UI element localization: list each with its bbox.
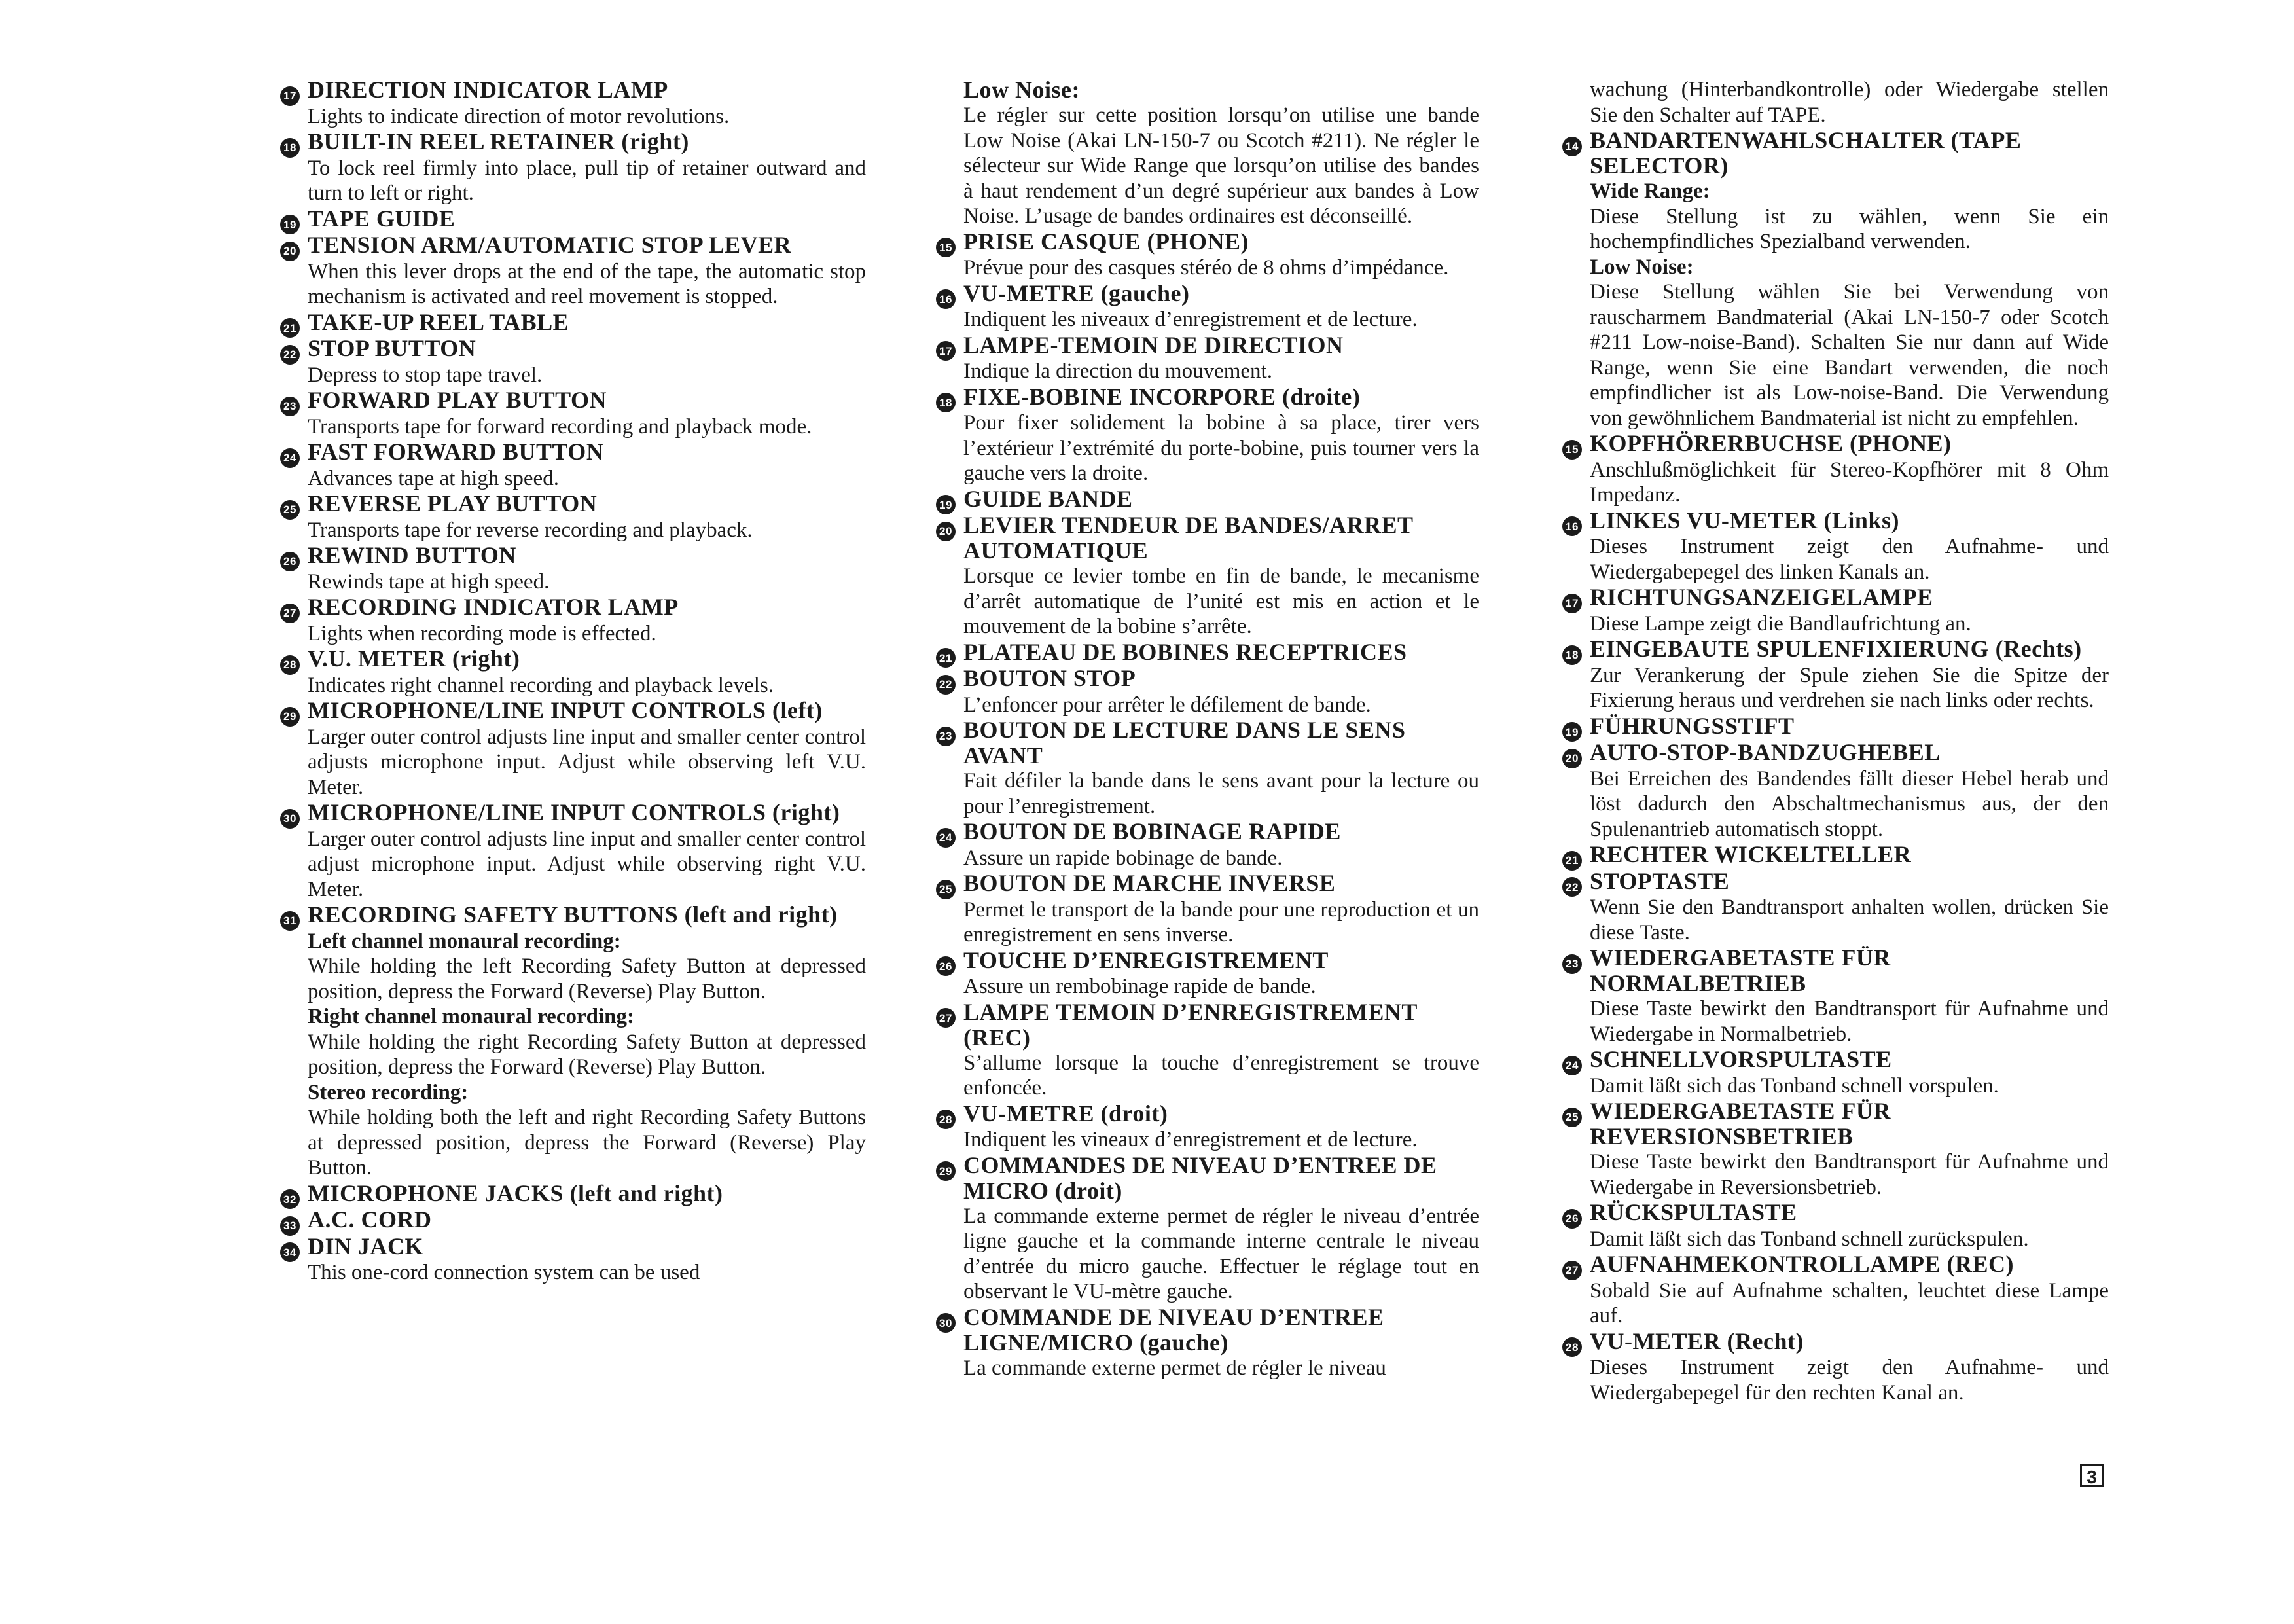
list-item (280, 800, 866, 902)
item-heading (280, 206, 866, 233)
item-number-badge: 29 (936, 1161, 956, 1181)
item-description: Depress to stop tape travel. (308, 363, 543, 387)
item-number-badge: 33 (280, 1216, 300, 1236)
item-description: Lorsque ce levier tombe en fin de bande, le mecanisme d’arrêt automatique de l’unité est mis en action et le mouvement de la bobine s’arrête. (963, 564, 1479, 638)
sub-description: While holding both the left and right Recording Safety Buttons at depressed position, depress the Forward (Reverse) Play Button. (308, 1106, 866, 1180)
item-description: Lights when recording mode is effected. (308, 621, 656, 645)
item-heading (936, 871, 1479, 897)
item-title: BUILT-IN REEL RETAINER (right) (308, 128, 689, 154)
item-number-badge: 19 (1562, 722, 1582, 742)
item-number-badge: 24 (1562, 1056, 1582, 1075)
item-title: TOUCHE D’ENREGISTREMENT (963, 947, 1329, 973)
list-item (1562, 77, 2109, 128)
item-description: Diese Taste bewirkt den Bandtransport für Aufnahme und Wiedergabe in Reversionsbetrieb. (1590, 1150, 2109, 1199)
item-description: Zur Verankerung der Spule ziehen Sie die Spitze der Fixierung heraus und verdrehen sie nach links oder rechts. (1590, 663, 2109, 712)
item-number-badge: 25 (1562, 1108, 1582, 1127)
item-number-badge: 28 (936, 1110, 956, 1129)
item-title: COMMANDE DE NIVEAU D’ENTREE LIGNE/MICRO (gauche) (963, 1303, 1384, 1356)
item-title: COMMANDES DE NIVEAU D’ENTREE DE MICRO (droit) (963, 1151, 1437, 1204)
item-title: VU-METRE (droit) (963, 1100, 1168, 1127)
item-description: Bei Erreichen des Bandendes fällt dieser Hebel herab und löst dadurch den Abschaltmechanismus aus, der den Spulenantrieb automatisch stoppt. (1590, 767, 2109, 841)
item-title: FORWARD PLAY BUTTON (308, 387, 607, 413)
list-item (280, 543, 866, 594)
item-title: LAMPE TEMOIN D’ENREGISTREMENT (REC) (963, 998, 1418, 1051)
item-heading (1562, 431, 2109, 458)
item-title: REWIND BUTTON (308, 542, 516, 568)
item-number-badge: 27 (1562, 1261, 1582, 1280)
item-number-badge: 23 (280, 397, 300, 416)
list-item (1562, 1200, 2109, 1252)
item-heading (1562, 1098, 2109, 1149)
item-title: VU-METRE (gauche) (963, 280, 1190, 306)
item-title: BANDARTENWAHLSCHALTER (TAPE SELECTOR) (1590, 127, 2022, 179)
item-description: Transports tape for forward recording and playback mode. (308, 414, 812, 439)
page-number: 3 (2080, 1464, 2104, 1487)
item-heading (1562, 740, 2109, 767)
list-item (280, 1207, 866, 1234)
item-number-badge: 21 (936, 648, 956, 668)
item-description: Lights to indicate direction of motor revolutions. (308, 104, 730, 128)
item-description: Advances tape at high speed. (308, 466, 559, 490)
item-heading (280, 336, 866, 363)
item-heading (280, 800, 866, 827)
item-description: La commande externe permet de régler le niveau (963, 1356, 1386, 1380)
list-item (280, 388, 866, 439)
item-number-badge: 22 (280, 345, 300, 365)
item-description: Dieses Instrument zeigt den Aufnahme- und Wiedergabepegel des linken Kanals an. (1590, 535, 2109, 584)
item-number-badge: 26 (1562, 1209, 1582, 1229)
item-heading (936, 666, 1479, 693)
list-item (1562, 1252, 2109, 1329)
sub-heading: Wide Range: (1590, 179, 1710, 203)
item-heading (936, 281, 1479, 308)
item-description: Rewinds tape at high speed. (308, 569, 550, 594)
list-item (1562, 585, 2109, 636)
item-number-badge: 20 (1562, 749, 1582, 768)
item-number-badge: 15 (936, 238, 956, 257)
list-item (1562, 1329, 2109, 1406)
item-heading (1562, 508, 2109, 535)
list-item (936, 819, 1479, 871)
item-heading (936, 1101, 1479, 1128)
item-description: S’allume lorsque la touche d’enregistrement se trouve enfoncée. (963, 1051, 1479, 1100)
item-number-badge: 18 (1562, 645, 1582, 665)
sub-description: While holding the right Recording Safety Button at depressed position, depress the Forward (Reverse) Play Button. (308, 1030, 866, 1079)
item-number-badge: 34 (280, 1242, 300, 1262)
item-description: wachung (Hinterbandkontrolle) oder Wiedergabe stellen Sie den Schalter auf TAPE. (1590, 78, 2109, 127)
item-number-badge: 21 (1562, 851, 1582, 871)
item-heading (936, 1305, 1479, 1356)
item-title: Low Noise: (963, 77, 1080, 103)
item-heading (1562, 1200, 2109, 1227)
item-number-badge: 22 (936, 675, 956, 695)
item-heading (280, 77, 866, 104)
item-title: WIEDERGABETASTE FÜR NORMALBETRIEB (1590, 945, 1891, 996)
item-title: BOUTON DE MARCHE INVERSE (963, 870, 1336, 896)
list-item (936, 948, 1479, 1000)
list-item (280, 491, 866, 543)
item-heading (936, 513, 1479, 564)
item-number-badge: 28 (280, 655, 300, 675)
item-title: RÜCKSPULTASTE (1590, 1199, 1797, 1225)
item-title: FÜHRUNGSSTIFT (1590, 712, 1795, 739)
item-title: PLATEAU DE BOBINES RECEPTRICES (963, 638, 1407, 665)
list-item (936, 77, 1479, 229)
sub-heading: Low Noise: (1590, 255, 1694, 279)
list-item (936, 871, 1479, 948)
list-item (280, 77, 866, 129)
item-number-badge: 19 (936, 495, 956, 514)
list-item (936, 513, 1479, 640)
item-title: MICROPHONE/LINE INPUT CONTROLS (right) (308, 799, 840, 825)
item-description: Anschlußmöglichkeit für Stereo-Kopfhörer mit 8 Ohm Impedanz. (1590, 458, 2109, 507)
item-title: REVERSE PLAY BUTTON (308, 490, 598, 516)
french-column (936, 77, 1479, 1380)
item-heading (1562, 1047, 2109, 1074)
item-heading (936, 333, 1479, 359)
item-number-badge: 27 (280, 604, 300, 623)
item-title: A.C. CORD (308, 1206, 432, 1233)
item-title: RECHTER WICKELTELLER (1590, 841, 1912, 867)
list-item (936, 1305, 1479, 1381)
item-title: EINGEBAUTE SPULENFIXIERUNG (Rechts) (1590, 636, 2082, 662)
sub-heading: Stereo recording: (308, 1080, 469, 1104)
item-title: BOUTON DE LECTURE DANS LE SENS AVANT (963, 717, 1406, 768)
item-heading (936, 229, 1479, 256)
item-description: Prévue pour des casques stéréo de 8 ohms d’impédance. (963, 256, 1449, 280)
item-title: STOPTASTE (1590, 867, 1730, 894)
list-item (280, 310, 866, 336)
item-heading (280, 439, 866, 466)
item-description: Pour fixer solidement la bobine à sa place, tirer vers l’extérieur l’extrémité du porte-bobine, puis tourner vers la gauche vers la droite. (963, 411, 1479, 485)
item-description: When this lever drops at the end of the tape, the automatic stop mechanism is activated and reel movement is stopped. (308, 259, 866, 308)
list-item (280, 232, 866, 310)
item-heading (1562, 842, 2109, 869)
item-description: La commande externe permet de régler le niveau d’entrée ligne gauche et la commande interne centrale le niveau d’entrée du micro gauche. Effectuer le réglage tout en observant le VU-mètre gauche. (963, 1204, 1479, 1303)
item-heading (280, 232, 866, 259)
item-heading (280, 388, 866, 414)
item-number-badge: 25 (280, 500, 300, 520)
item-description: Permet le transport de la bande pour une reproduction et un enregistrement en sens inverse. (963, 897, 1479, 947)
item-description: Diese Taste bewirkt den Bandtransport für Aufnahme und Wiedergabe in Normalbetrieb. (1590, 997, 2109, 1046)
item-title: LEVIER TENDEUR DE BANDES/ARRET AUTOMATIQUE (963, 512, 1413, 564)
item-description: Indique la direction du mouvement. (963, 359, 1272, 383)
item-description: Dieses Instrument zeigt den Aufnahme- und Wiedergabepegel für den rechten Kanal an. (1590, 1356, 2109, 1405)
item-title: SCHNELLVORSPULTASTE (1590, 1046, 1892, 1072)
list-item (1562, 740, 2109, 842)
list-item (1562, 431, 2109, 508)
item-number-badge: 20 (280, 242, 300, 261)
list-item (936, 1000, 1479, 1101)
item-number-badge: 22 (1562, 877, 1582, 897)
item-number-badge: 18 (936, 393, 956, 412)
item-title: STOP BUTTON (308, 335, 476, 361)
item-number-badge: 25 (936, 880, 956, 899)
list-item (280, 1234, 866, 1286)
item-number-badge: 16 (1562, 516, 1582, 536)
item-heading (280, 594, 866, 621)
item-description: Wenn Sie den Bandtransport anhalten wollen, drücken Sie diese Taste. (1590, 895, 2109, 945)
item-heading (936, 486, 1479, 513)
item-title: VU-METER (Recht) (1590, 1327, 1804, 1354)
item-number-badge: 17 (1562, 594, 1582, 613)
item-heading (936, 1153, 1479, 1204)
item-title: V.U. METER (right) (308, 645, 520, 672)
item-number-badge: 14 (1562, 137, 1582, 156)
list-item (936, 281, 1479, 333)
item-heading (1562, 713, 2109, 740)
item-title: DIRECTION INDICATOR LAMP (308, 77, 668, 103)
item-title: RECORDING INDICATOR LAMP (308, 594, 679, 620)
item-heading (280, 902, 866, 929)
item-number-badge: 31 (280, 911, 300, 931)
item-title: RICHTUNGSANZEIGELAMPE (1590, 584, 1933, 610)
item-heading (280, 491, 866, 518)
item-heading (280, 1181, 866, 1208)
sub-description: While holding the left Recording Safety Button at depressed position, depress the Forward (Reverse) Play Button. (308, 954, 866, 1003)
item-description: To lock reel firmly into place, pull tip of retainer outward and turn to left or right. (308, 156, 866, 205)
item-number-badge: 30 (280, 809, 300, 829)
sub-description: Diese Stellung wählen Sie bei Verwendung von rauscharmem Bandmaterial (Akai LN-150-7 oder Scotch #211 Low-noise-Band). Schalten Sie nur dann auf Wide Range, wenn Sie eine Bandart verwenden, die noch empfindlicher ist als Low-noise-Band. Die Verwendung von gewöhnlichem Bandmaterial ist nicht zu empfehlen. (1590, 280, 2109, 430)
item-heading (1562, 945, 2109, 996)
item-number-badge: 27 (936, 1008, 956, 1028)
item-title: FIXE-BOBINE INCORPORE (droite) (963, 383, 1361, 410)
item-heading (936, 640, 1479, 666)
item-number-badge: 17 (936, 341, 956, 361)
list-item (280, 698, 866, 800)
list-item (280, 594, 866, 646)
item-title: BOUTON STOP (963, 665, 1136, 691)
item-description: Indiquent les niveaux d’enregistrement et de lecture. (963, 308, 1418, 331)
list-item (1562, 1098, 2109, 1200)
item-description: Le régler sur cette position lorsqu’on utilise une bande Low Noise (Akai LN-150-7 ou Scotch #211). Ne régler le sélecteur sur Wide Range que lorsqu’on utilise des bandes à haut rendement d’un degré supérieur aux bandes à Low Noise. L’usage de bandes ordinaires est déconseillé. (963, 103, 1479, 228)
item-number-badge: 24 (280, 448, 300, 468)
item-description: Indiquent les vineaux d’enregistrement et de lecture. (963, 1128, 1418, 1151)
item-heading (936, 77, 1479, 103)
item-heading (936, 717, 1479, 768)
item-heading (280, 129, 866, 156)
list-item (1562, 842, 2109, 869)
item-title: RECORDING SAFETY BUTTONS (left and right) (308, 901, 838, 928)
item-number-badge: 26 (280, 552, 300, 571)
item-number-badge: 18 (280, 138, 300, 158)
item-number-badge: 21 (280, 318, 300, 338)
item-title: TAPE GUIDE (308, 205, 456, 232)
item-heading (936, 819, 1479, 846)
item-heading (1562, 636, 2109, 663)
list-item (1562, 869, 2109, 946)
list-item (936, 666, 1479, 717)
item-number-badge: 30 (936, 1313, 956, 1333)
item-description: Transports tape for reverse recording and playback. (308, 518, 753, 542)
list-item (1562, 1047, 2109, 1098)
item-title: TAKE-UP REEL TABLE (308, 308, 569, 335)
item-heading (1562, 128, 2109, 179)
german-column (1562, 77, 2109, 1405)
item-title: LAMPE-TEMOIN DE DIRECTION (963, 331, 1344, 358)
item-title: DIN JACK (308, 1233, 424, 1259)
list-item (1562, 508, 2109, 585)
item-number-badge: 29 (280, 707, 300, 727)
item-heading (936, 1000, 1479, 1051)
item-title: AUTO-STOP-BANDZUGHEBEL (1590, 739, 1941, 765)
item-description: Damit läßt sich das Tonband schnell zurückspulen. (1590, 1227, 2029, 1251)
item-title: FAST FORWARD BUTTON (308, 439, 604, 465)
item-number-badge: 19 (280, 215, 300, 234)
list-item (936, 333, 1479, 384)
item-title: MICROPHONE JACKS (left and right) (308, 1180, 723, 1206)
item-heading (280, 310, 866, 336)
item-title: WIEDERGABETASTE FÜR REVERSIONSBETRIEB (1590, 1098, 1891, 1149)
item-title: AUFNAHMEKONTROLLAMPE (REC) (1590, 1251, 2014, 1277)
list-item (936, 640, 1479, 666)
item-title: TENSION ARM/AUTOMATIC STOP LEVER (308, 232, 792, 258)
sub-description: Diese Stellung ist zu wählen, wenn Sie ein hochempfindliches Spezialband verwenden. (1590, 204, 2109, 253)
item-title: MICROPHONE/LINE INPUT CONTROLS (left) (308, 697, 823, 723)
list-item (280, 439, 866, 491)
item-heading (280, 1207, 866, 1234)
item-description: L’enfoncer pour arrêter le défilement de bande. (963, 693, 1371, 717)
list-item (1562, 713, 2109, 740)
list-item (936, 1153, 1479, 1305)
item-title: BOUTON DE BOBINAGE RAPIDE (963, 818, 1341, 844)
list-item (280, 129, 866, 206)
item-heading (1562, 1329, 2109, 1356)
item-description: Assure un rapide bobinage de bande. (963, 846, 1283, 870)
item-title: PRISE CASQUE (PHONE) (963, 228, 1249, 255)
item-title: KOPFHÖRERBUCHSE (PHONE) (1590, 430, 1952, 456)
list-item (280, 206, 866, 233)
list-item (1562, 636, 2109, 713)
list-item (936, 486, 1479, 513)
list-item (280, 646, 866, 698)
sub-heading: Right channel monaural recording: (308, 1005, 634, 1028)
item-heading (1562, 1252, 2109, 1278)
item-title: GUIDE BANDE (963, 485, 1133, 512)
list-item (1562, 945, 2109, 1047)
item-number-badge: 20 (936, 522, 956, 541)
item-description: Sobald Sie auf Aufnahme schalten, leuchtet diese Lampe auf. (1590, 1278, 2109, 1327)
item-heading (1562, 585, 2109, 611)
list-item (936, 384, 1479, 486)
item-number-badge: 28 (1562, 1337, 1582, 1357)
list-item (280, 902, 866, 1181)
item-heading (1562, 869, 2109, 895)
item-description: Damit läßt sich das Tonband schnell vorspulen. (1590, 1074, 1999, 1098)
item-heading (280, 543, 866, 569)
item-number-badge: 16 (936, 289, 956, 309)
list-item (936, 717, 1479, 819)
item-description: This one-cord connection system can be used (308, 1261, 700, 1284)
item-heading (936, 948, 1479, 975)
sub-heading: Left channel monaural recording: (308, 929, 621, 953)
item-description: Assure un rembobinage rapide de bande. (963, 975, 1316, 998)
list-item (280, 336, 866, 388)
item-number-badge: 24 (936, 828, 956, 848)
item-heading (280, 698, 866, 725)
list-item (280, 1181, 866, 1208)
item-number-badge: 23 (1562, 954, 1582, 974)
list-item (936, 1101, 1479, 1153)
item-description: Larger outer control adjusts line input and smaller center control adjust microphone input. Adjust while observing right V.U. Meter. (308, 827, 866, 901)
list-item (936, 229, 1479, 281)
item-number-badge: 17 (280, 86, 300, 106)
list-item (1562, 128, 2109, 431)
item-heading (936, 384, 1479, 411)
item-number-badge: 23 (936, 727, 956, 746)
item-description: Fait défiler la bande dans le sens avant pour la lecture ou pour l’enregistrement. (963, 769, 1479, 818)
item-number-badge: 32 (280, 1189, 300, 1209)
item-number-badge: 15 (1562, 440, 1582, 460)
item-number-badge: 26 (936, 956, 956, 976)
item-heading (280, 1234, 866, 1261)
item-description: Diese Lampe zeigt die Bandlaufrichtung an. (1590, 611, 1971, 636)
item-description: Larger outer control adjusts line input and smaller center control adjusts microphone input. Adjust while observing left V.U. Meter. (308, 725, 866, 799)
item-title: LINKES VU-METER (Links) (1590, 507, 1899, 533)
item-description: Indicates right channel recording and playback levels. (308, 673, 774, 697)
item-heading (280, 646, 866, 673)
english-column (280, 77, 866, 1286)
